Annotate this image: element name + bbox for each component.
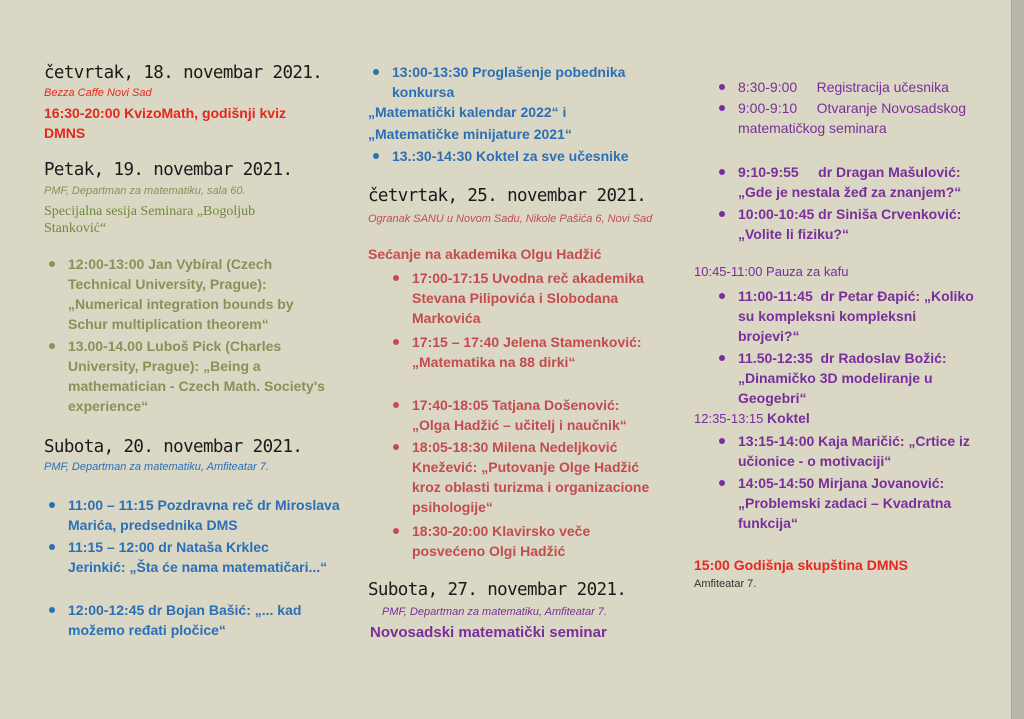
talk-crvenkovic: 10:00-10:45 dr Siniša Crvenković: „Volite li fiziku?“ [738,204,994,244]
friday-item-2: 13.00-14.00 Luboš Pick (Charles University, Prague): „Being a mathematician - Czech Math. Society's experience“ [68,336,336,416]
day-title-thursday-25: četvrtak, 25. novembar 2021. [368,186,647,206]
thursday25-item-3: 17:40-18:05 Tatjana Došenović: „Olga Hadžić – učitelj i naučnik“ [412,395,658,435]
talk-maricic: 13:15-14:00 Kaja Maričić: „Crtice iz učionice - o motivaciji“ [738,431,978,471]
venue-amfiteatar-sat20: PMF, Departman za matematiku, Amfiteatar 7. [44,461,269,473]
event-kvizomath: 16:30-20:00 KvizoMath, godišnji kviz DMNS [44,105,286,141]
talk-jovanovic: 14:05-14:50 Mirjana Jovanović: „Problemski zadaci – Kvadratna funkcija“ [738,473,994,533]
day-title-saturday-20: Subota, 20. novembar 2021. [44,437,303,457]
thursday25-item-5: 18:30-20:00 Klavirsko veče posvećeno Olgi Hadžić [412,521,658,561]
talk-masulovic: 9:10-9:55 dr Dragan Mašulović: „Gde je nestala žeđ za znanjem?“ [738,162,994,202]
venue-sanu: Ogranak SANU u Novom Sadu, Nikole Pašića 6, Novi Sad [368,213,653,225]
cocktail-label: Koktel [767,410,810,426]
assembly-place: Amfiteatar 7. [694,578,757,590]
saturday-item-2: 11:15 – 12:00 dr Nataša Krklec Jerinkić: „Šta će nama matematičari...“ [68,537,330,577]
talk-dapic: 11:00-11:45 dr Petar Đapić: „Koliko su kompleksni kompleksni brojevi?“ [738,288,978,344]
coffee-break: 10:45-11:00 Pauza za kafu [694,264,849,279]
special-session-title: Specijalna sesija Seminara „Bogoljub Stanković“ [44,204,256,236]
day-title-saturday-27: Subota, 27. novembar 2021. [368,580,627,600]
friday-item-1: 12:00-13:00 Jan Vybíral (Czech Technical University, Prague): „Numerical integration bounds by Schur multiplication theorem“ [68,254,336,334]
seminar-title: Novosadski matematički seminar [370,624,607,641]
olga-hadzic-heading: Sećanje na akademika Olgu Hadžić [368,246,602,262]
saturday-item-3: 12:00-12:45 dr Bojan Bašić: „... kad možemo ređati pločice“ [68,600,346,640]
venue-bezza: Bezza Caffe Novi Sad [44,87,152,99]
thursday25-item-2: 17:15 – 17:40 Jelena Stamenković: „Matematika na 88 dirki“ [412,332,658,372]
contest-line-1: „Matematički kalendar 2022“ i [368,104,567,120]
thursday25-item-1: 17:00-17:15 Uvodna reč akademika Stevana Pilipovića i Slobodana Markovića [412,268,652,328]
day-title-friday-19: Petak, 19. novembar 2021. [44,160,293,180]
cocktail-row [694,408,810,429]
page-edge [1011,0,1024,719]
venue-sala-60: PMF, Departman za matematiku, sala 60. [44,185,246,197]
thursday25-item-4: 18:05-18:30 Milena Nedeljković Knežević: „Putovanje Olge Hadžić kroz oblasti turizma i organizacione psihologije“ [412,437,658,517]
contest-line-2: „Matematičke minijature 2021“ [368,126,572,142]
opening: 9:00-9:10 Otvaranje Novosadskog matematičkog seminara [738,98,994,138]
cocktail-time: 12:35-13:15 [694,411,764,426]
contest-announcement: 13:00-13:30 Proglašenje pobednika konkursa [392,62,662,102]
talk-bozic: 11.50-12:35 dr Radoslav Božić: „Dinamičko 3D modeliranje u Geogebri“ [738,348,978,408]
cocktail-all: 13.:30-14:30 Koktel za sve učesnike [392,146,662,166]
venue-amfiteatar-sat27: PMF, Departman za matematiku, Amfiteatar 7. [382,606,607,618]
saturday-item-1: 11:00 – 11:15 Pozdravna reč dr Miroslava Marića, predsednika DMS [68,495,346,535]
annual-assembly: 15:00 Godišnja skupština DMNS [694,557,908,573]
day-title-thursday-18: četvrtak, 18. novembar 2021. [44,63,323,83]
registration: 8:30-9:00 Registracija učesnika [738,77,994,97]
